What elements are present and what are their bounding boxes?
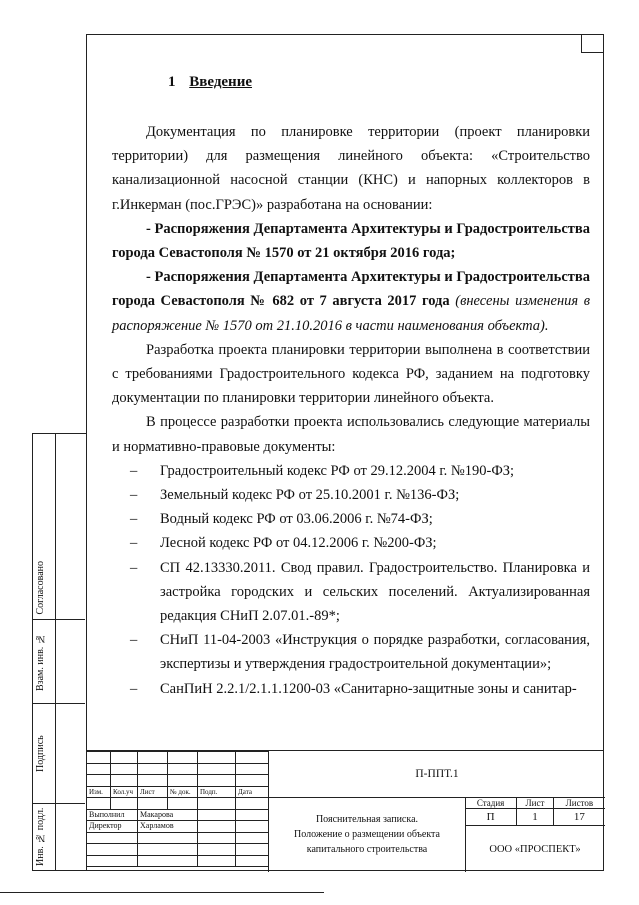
revision-headers xyxy=(87,786,269,798)
basis-item-2: - Распоряжения Департамента Архитектуры и Градостроительства города Севастополя № 682 от 7 августа 2017 года (внесены изменения в распоряжение № 1570 от 21.10.2016 в части наименования объекта). xyxy=(112,269,591,334)
heading-number: 1 xyxy=(168,74,176,90)
list-item: – СНиП 11-04-2003 «Инструкция о порядке разработки, согласования, экспертизы и утверждения градостроительной документации»; xyxy=(130,632,590,673)
intro-paragraph: Документация по планировке территории (проект планировки территории) для размещения линейного объекта: «Строительство канализационной насосной станции (КНС) и напорных коллекторов в г.Инкерман (пос.ГРЭС)» разработана на основании: xyxy=(112,124,590,213)
revision-col-header: Подп. xyxy=(198,786,236,798)
title-block xyxy=(86,750,604,872)
document-body xyxy=(112,70,590,701)
stage-sheet-info: Стадия Лист Листов П 1 17 ООО «ПРОСПЕКТ» xyxy=(465,797,605,872)
stamp-agreed: Согласовано xyxy=(33,434,85,620)
revision-col-header: № док. xyxy=(168,786,198,798)
stamp-inv-replace: Взам. инв. № xyxy=(33,620,85,704)
bottom-rule xyxy=(0,892,324,893)
company-name: ООО «ПРОСПЕКТ» xyxy=(465,825,605,873)
corner-box xyxy=(581,34,604,53)
list-item: – Земельный кодекс РФ от 25.10.2001 г. №136-ФЗ; xyxy=(130,487,460,504)
section-heading xyxy=(168,70,590,94)
list-item: – Градостроительный кодекс РФ от 29.12.2004 г. №190-ФЗ; xyxy=(130,462,515,479)
list-item: – Лесной кодекс РФ от 04.12.2006 г. №200-ФЗ; xyxy=(130,535,437,552)
revision-table: Изм. Кол.уч Лист № док. Подп. Дата Выполнил Макарова Директор Харламов xyxy=(86,751,269,867)
revision-col-header: Дата xyxy=(236,786,269,798)
stamp-inv-orig: Инв. № подл. xyxy=(33,804,85,870)
list-item: – СанПиН 2.2.1/2.1.1.1200-03 «Санитарно-защитные зоны и санитар- xyxy=(130,680,577,697)
left-stamp xyxy=(32,433,86,871)
document-description: Пояснительная записка. Положение о размещении объекта капитального строительства xyxy=(269,797,466,872)
list-item: – СП 42.13330.2011. Свод правил. Градостроительство. Планировка и застройка городских и сельских поселений. Актуализированная редакция СНиП 2.07.01.-89*; xyxy=(130,559,590,625)
paragraph-2: Разработка проекта планировки территории выполнена в соответствии с требованиями Градостроительного кодекса РФ, заданием на подготовку документации по планировки территории линейного объекта. xyxy=(112,341,590,407)
title-main xyxy=(268,751,605,872)
stamp-signature: Подпись xyxy=(33,704,85,804)
documents-list xyxy=(112,459,590,701)
paragraph-3: В процессе разработки проекта использовались следующие материалы и нормативно-правовые документы: xyxy=(112,414,590,455)
revision-col-header: Кол.уч xyxy=(111,786,138,798)
revision-col-header: Изм. xyxy=(87,786,111,798)
revision-col-header: Лист xyxy=(138,786,168,798)
basis-item-1: - Распоряжения Департамента Архитектуры и Градостроительства города Севастополя № 1570 от 21 октября 2016 года; xyxy=(112,220,590,262)
document-code: П-ППТ.1 xyxy=(269,751,605,798)
list-item: – Водный кодекс РФ от 03.06.2006 г. №74-ФЗ; xyxy=(130,511,433,528)
heading-title: Введение xyxy=(189,74,253,90)
